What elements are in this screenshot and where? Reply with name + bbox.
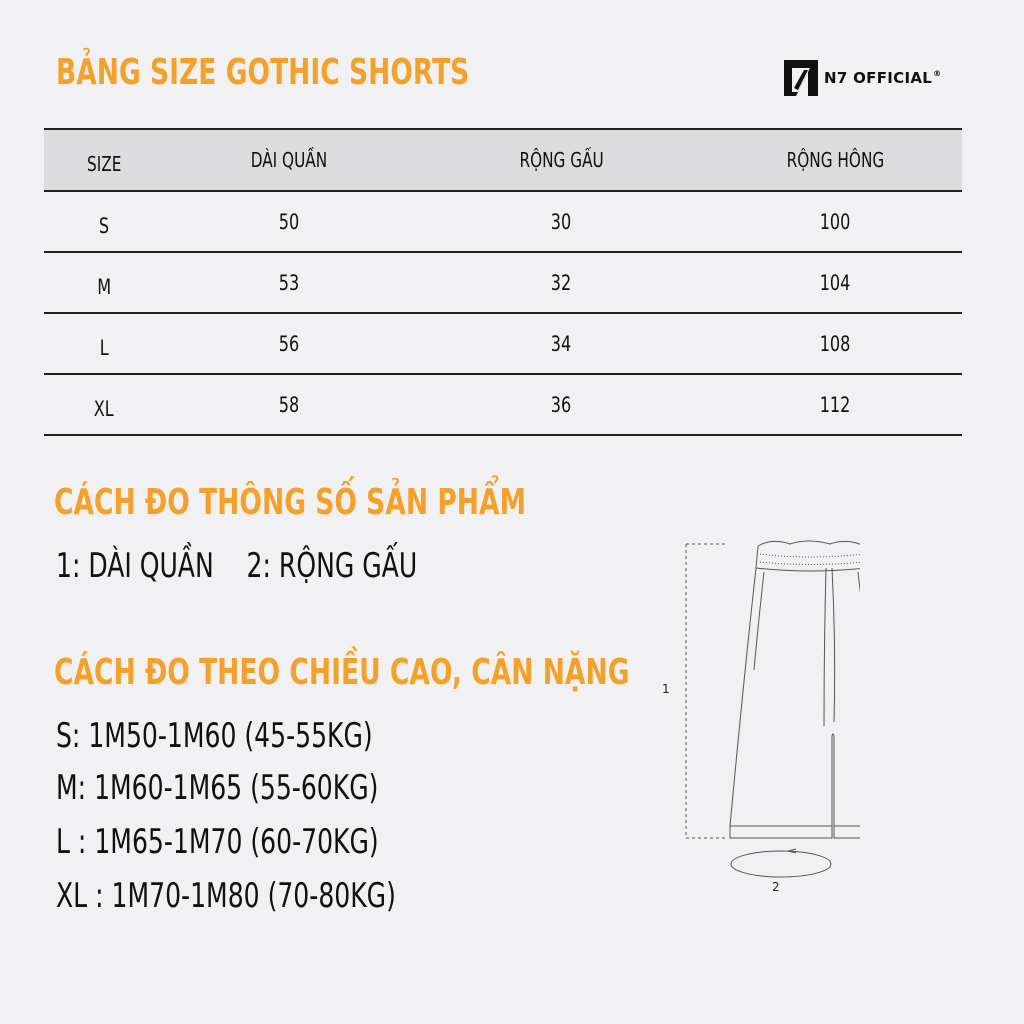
fit-line-xl: XL : 1M70-1M80 (70-80KG) bbox=[56, 876, 396, 916]
col-header-length: DÀI QUẦN bbox=[164, 129, 414, 191]
measure-item-length: 1: DÀI QUẦN bbox=[56, 546, 214, 586]
measure-items bbox=[56, 546, 417, 586]
fit-line-m: M: 1M60-1M65 (55-60KG) bbox=[56, 768, 379, 808]
size-table bbox=[44, 128, 962, 436]
cell-hip: 104 bbox=[709, 252, 962, 313]
table-row bbox=[44, 374, 962, 435]
cell-length: 56 bbox=[164, 313, 414, 374]
fit-line-l: L : 1M65-1M70 (60-70KG) bbox=[56, 822, 379, 862]
measure-item-hem: 2: RỘNG GẤU bbox=[246, 546, 418, 586]
brand-name: N7 OFFICIAL bbox=[824, 69, 933, 87]
cell-hip: 108 bbox=[709, 313, 962, 374]
cell-hem: 32 bbox=[414, 252, 709, 313]
col-header-size: SIZE bbox=[44, 129, 164, 191]
cell-length: 53 bbox=[164, 252, 414, 313]
cell-size: L bbox=[44, 313, 164, 374]
col-header-hip: RỘNG HÔNG bbox=[709, 129, 962, 191]
cell-length: 50 bbox=[164, 191, 414, 252]
cell-hem: 34 bbox=[414, 313, 709, 374]
table-row bbox=[44, 252, 962, 313]
measure-heading: CÁCH ĐO THÔNG SỐ SẢN PHẨM bbox=[54, 482, 527, 523]
table-header-row bbox=[44, 129, 962, 191]
shorts-diagram bbox=[660, 536, 860, 906]
cell-hip: 112 bbox=[709, 374, 962, 435]
page-title: BẢNG SIZE GOTHIC SHORTS bbox=[56, 52, 470, 93]
cell-hem: 36 bbox=[414, 374, 709, 435]
table-row bbox=[44, 191, 962, 252]
brand-logo bbox=[782, 58, 941, 98]
cell-size: M bbox=[44, 252, 164, 313]
cell-size: XL bbox=[44, 374, 164, 435]
length-label: 1 bbox=[662, 682, 670, 696]
cell-size: S bbox=[44, 191, 164, 252]
n7-logo-icon bbox=[782, 58, 820, 98]
hem-label: 2 bbox=[772, 880, 780, 894]
col-header-hem: RỘNG GẤU bbox=[414, 129, 709, 191]
cell-hip: 100 bbox=[709, 191, 962, 252]
table-row bbox=[44, 313, 962, 374]
cell-length: 58 bbox=[164, 374, 414, 435]
registered-mark: ® bbox=[933, 69, 942, 78]
cell-hem: 30 bbox=[414, 191, 709, 252]
fit-heading: CÁCH ĐO THEO CHIỀU CAO, CÂN NẶNG bbox=[54, 652, 630, 693]
fit-line-s: S: 1M50-1M60 (45-55KG) bbox=[56, 716, 373, 756]
